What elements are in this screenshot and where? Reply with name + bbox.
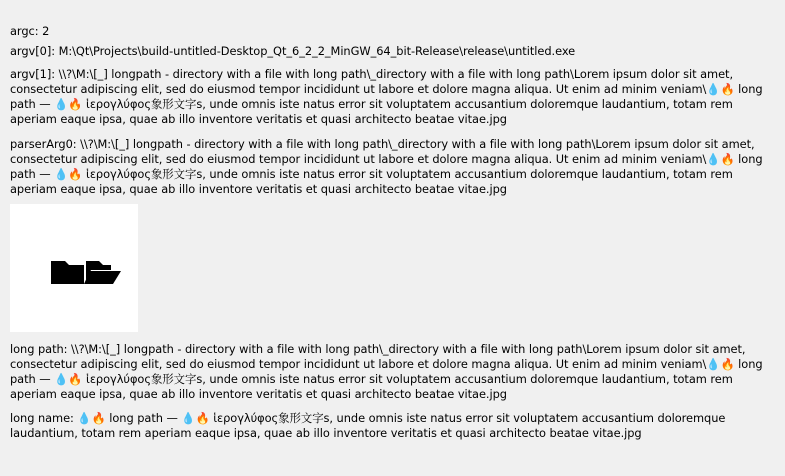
long-name-label: long name: 💧🔥 long path — 💧🔥 ἱερογλύφος象形文字s, unde omnis iste natus error sit voluptatem accusantium doloremque laudantium, totam rem aperiam eaque ipsa, quae ab illo inventore veritatis et quasi architecto beatae vitae.jpg [10,411,729,440]
argv1-label: argv[1]: \\?\M:\[_] longpath - directory with a file with long path\_directory with a file with long path\Lorem ipsum dolor sit amet, consectetur adipiscing elit, sed do eiusmod tempor incididunt ut labore et dolore magna aliqua. Ut enim ad minim veniam\💧🔥 long path — 💧🔥 ἱερογλύφος象形文字s, unde omnis iste natus error sit voluptatem accusantium doloremque laudantium, totam rem aperiam eaque ipsa, quae ab illo inventore veritatis et quasi architecto beatae vitae.jpg [10,67,767,126]
long-path-label: long path: \\?\M:\[_] longpath - directory with a file with long path\_directory with a file with long path\Lorem ipsum dolor sit amet, consectetur adipiscing elit, sed do eiusmod tempor incididunt ut labore et dolore magna aliqua. Ut enim ad minim veniam\💧🔥 long path — 💧🔥 ἱερογλύφος象形文字s, unde omnis iste natus error sit voluptatem accusantium doloremque laudantium, totam rem aperiam eaque ipsa, quae ab illo inventore veritatis et quasi architecto beatae vitae.jpg [10,342,767,401]
file-icon-box [10,204,138,332]
argc-label: argc: 2 [10,24,50,38]
folder-icon [10,204,138,332]
argv0-label: argv[0]: M:\Qt\Projects\build-untitled-Desktop_Qt_6_2_2_MinGW_64_bit-Release\release\untitled.exe [10,44,576,58]
parser-arg0-label: parserArg0: \\?\M:\[_] longpath - directory with a file with long path\_directory with a file with long path\Lorem ipsum dolor sit amet, consectetur adipiscing elit, sed do eiusmod tempor incididunt ut labore et dolore magna aliqua. Ut enim ad minim veniam\💧🔥 long path — 💧🔥 ἱερογλύφος象形文字s, unde omnis iste natus error sit voluptatem accusantium doloremque laudantium, totam rem aperiam eaque ipsa, quae ab illo inventore veritatis et quasi architecto beatae vitae.jpg [10,137,767,196]
